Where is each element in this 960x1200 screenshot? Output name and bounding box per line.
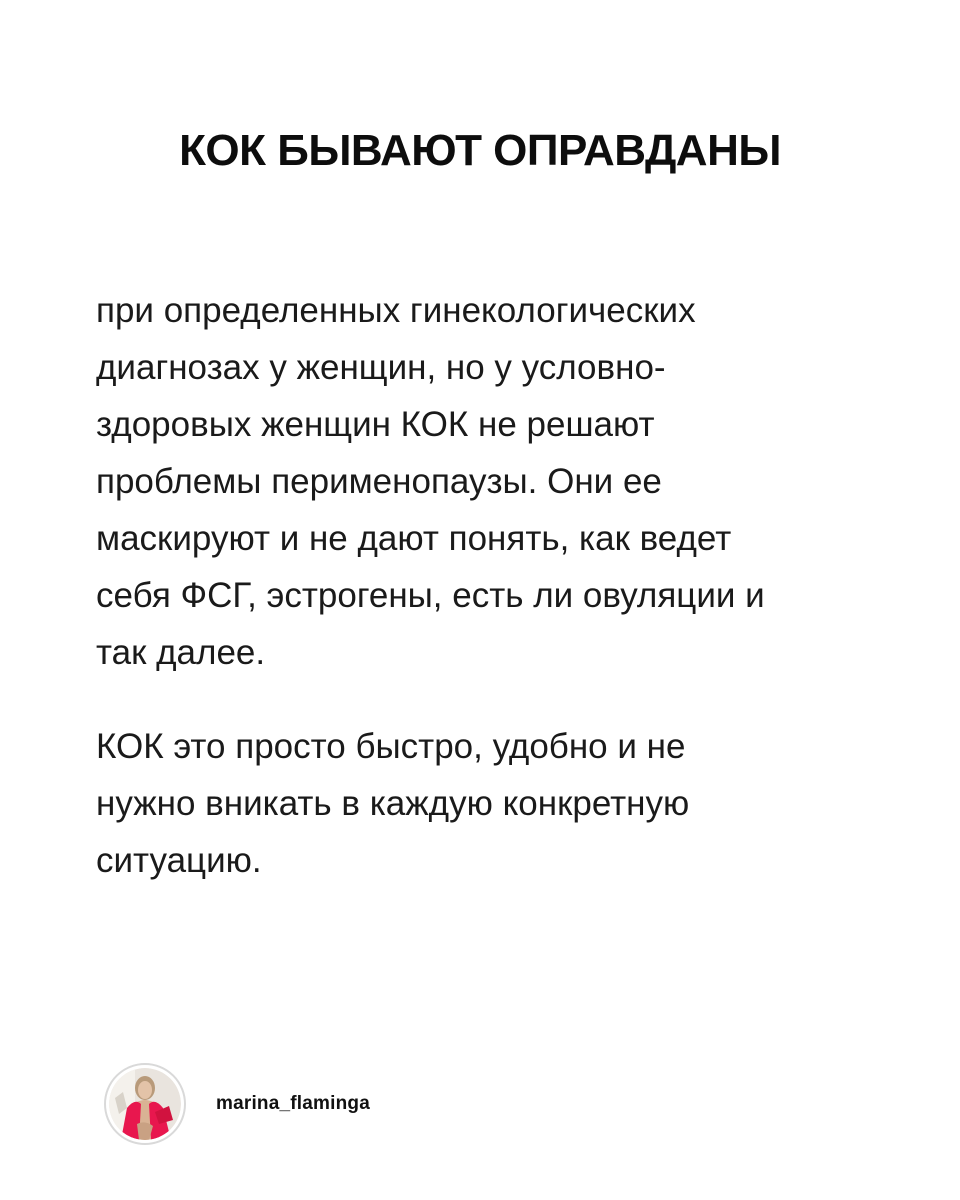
avatar-ring[interactable] — [104, 1063, 186, 1145]
paragraph-1-line: при определенных гинекологических — [96, 291, 696, 330]
author-profile[interactable] — [104, 1062, 370, 1146]
paragraph-1-line: маскируют и не дают понять, как ведет — [96, 519, 732, 558]
username[interactable]: marina_flaminga — [216, 1093, 370, 1114]
post-title: КОК БЫВАЮТ ОПРАВДАНЫ — [179, 126, 781, 175]
paragraph-1-line: себя ФСГ, эстрогены, есть ли овуляции и — [96, 576, 765, 615]
paragraph-2-line: КОК это просто быстро, удобно и не — [96, 727, 686, 766]
paragraph-2 — [96, 718, 876, 889]
paragraph-1-line: здоровых женщин КОК не решают — [96, 405, 655, 444]
paragraph-1 — [96, 282, 876, 681]
paragraph-1-line: проблемы перименопаузы. Они ее — [96, 462, 662, 501]
paragraph-2-line: нужно вникать в каждую конкретную — [96, 784, 690, 823]
paragraph-1-line: диагнозах у женщин, но у условно- — [96, 348, 666, 387]
paragraph-2-line: ситуацию. — [96, 841, 262, 880]
paragraph-1-line: так далее. — [96, 633, 266, 672]
avatar[interactable] — [109, 1068, 181, 1140]
